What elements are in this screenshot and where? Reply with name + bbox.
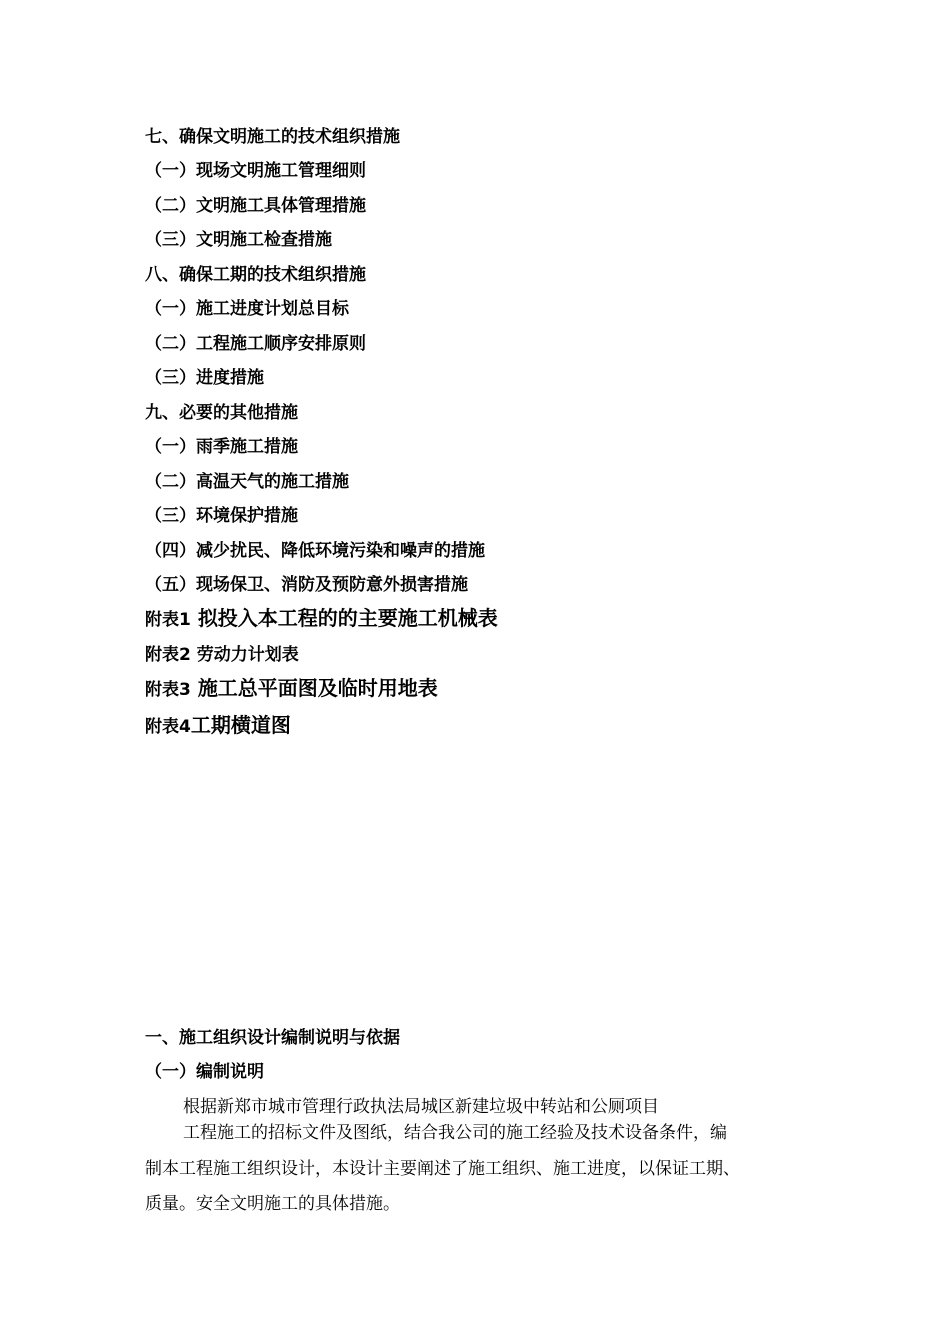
appendix-3-prefix: 附表3 [145, 680, 191, 700]
appendix-1 [145, 607, 498, 631]
appendix-4-title: 工期横道图 [190, 713, 291, 737]
toc-item-8-3: （三）进度措施 [145, 368, 264, 388]
toc-item-7-3: （三）文明施工检查措施 [145, 230, 332, 250]
toc-item-8-2: （二）工程施工顺序安排原则 [145, 334, 366, 354]
section-heading: 一、施工组织设计编制说明与依据 [145, 1028, 400, 1048]
toc-item-9-1: （一）雨季施工措施 [145, 437, 298, 457]
paragraph-line-2: 工程施工的招标文件及图纸，结合我公司的施工经验及技术设备条件，编 [183, 1123, 727, 1143]
toc-item-9-4: （四）减少扰民、降低环境污染和噪声的措施 [145, 541, 485, 561]
appendix-3 [145, 677, 438, 701]
appendix-2: 附表2 劳动力计划表 [145, 645, 299, 665]
toc-item-9-2: （二）高温天气的施工措施 [145, 472, 349, 492]
toc-item-7-1: （一）现场文明施工管理细则 [145, 161, 366, 181]
toc-item-8: 八、确保工期的技术组织措施 [145, 265, 366, 285]
appendix-4 [145, 714, 291, 738]
section-subheading: （一）编制说明 [145, 1062, 264, 1082]
toc-item-7-2: （二）文明施工具体管理措施 [145, 196, 366, 216]
toc-item-9-5: （五）现场保卫、消防及预防意外损害措施 [145, 575, 468, 595]
appendix-1-prefix: 附表1 [145, 610, 191, 630]
toc-item-8-1: （一）施工进度计划总目标 [145, 299, 349, 319]
paragraph-line-4: 质量。安全文明施工的具体措施。 [145, 1194, 400, 1214]
toc-item-9: 九、必要的其他措施 [145, 403, 298, 423]
paragraph-line-3: 制本工程施工组织设计，本设计主要阐述了施工组织、施工进度，以保证工期、 [145, 1159, 740, 1179]
appendix-3-title: 施工总平面图及临时用地表 [197, 676, 438, 700]
appendix-4-prefix: 附表4 [145, 717, 191, 737]
appendix-1-title: 拟投入本工程的的主要施工机械表 [197, 606, 498, 630]
toc-item-9-3: （三）环境保护措施 [145, 506, 298, 526]
paragraph-line-1: 根据新郑市城市管理行政执法局城区新建垃圾中转站和公厕项目 [183, 1097, 659, 1117]
toc-item-7: 七、确保文明施工的技术组织措施 [145, 127, 400, 147]
